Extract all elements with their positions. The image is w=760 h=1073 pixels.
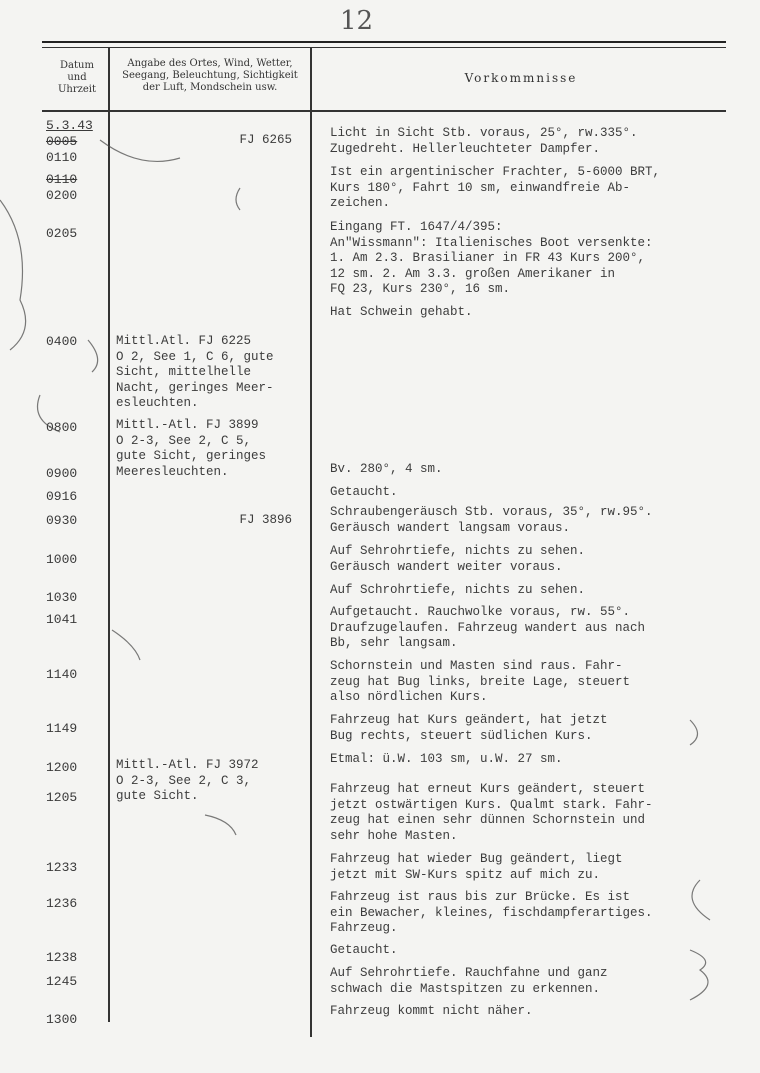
event-entry: Aufgetaucht. Rauchwolke voraus, rw. 55°. Draufzugelaufen. Fahrzeug wandert aus nach Bb, sehr langsam.: [330, 605, 646, 650]
event-entry: Auf Schrohrtiefe, nichts zu sehen.: [330, 583, 586, 597]
time-entry: 0205: [46, 226, 78, 241]
time-entry: 1149: [46, 721, 78, 736]
time-entry: 0916: [46, 489, 78, 504]
location-entry: Mittl.-Atl. FJ 3972 O 2-3, See 2, C 3, gute Sicht.: [116, 758, 259, 803]
event-entry: Hat Schwein gehabt.: [330, 305, 473, 319]
event-entry: Auf Sehrohrtiefe. Rauchfahne und ganz schwach die Mastspitzen zu erkennen.: [330, 966, 608, 996]
event-entry: Getaucht.: [330, 943, 398, 957]
time-entry: 0900: [46, 466, 78, 481]
location-entry: Mittl.Atl. FJ 6225 O 2, See 1, C 6, gute Sicht, mittelhelle Nacht, geringes Meer- esleuchten.: [116, 334, 274, 410]
time-entry: 1000: [46, 552, 78, 567]
header-date-time: Datum und Uhrzeit: [57, 60, 97, 95]
event-entry: Ist ein argentinischer Frachter, 5-6000 BRT, Kurs 180°, Fahrt 10 sm, einwandfreie Ab- zeichen.: [330, 165, 661, 210]
time-entry: 0200: [46, 188, 78, 203]
event-entry: Eingang FT. 1647/4/395: An"Wissmann": Italienisches Boot versenkte: 1. Am 2.3. Brasilianer in FR 43 Kurs 200°, 12 sm. 2. Am 3.3. großen Amerikaner in FQ 23, Kurs 230°, 16 sm.: [330, 220, 653, 296]
event-entry: Fahrzeug kommt nicht näher.: [330, 1004, 533, 1018]
time-entry: 1236: [46, 896, 78, 911]
time-entry: 1238: [46, 950, 78, 965]
header-events: Vorkommnisse: [464, 71, 578, 85]
time-entry: 1200: [46, 760, 78, 775]
event-entry: Fahrzeug hat Kurs geändert, hat jetzt Bug rechts, steuert südlichen Kurs.: [330, 713, 608, 743]
time-entry: 0110: [46, 150, 78, 165]
time-entry: 0930: [46, 513, 78, 528]
time-entry: 1245: [46, 974, 78, 989]
time-entry: 1041: [46, 612, 78, 627]
time-entry: 0110: [46, 172, 78, 187]
event-entry: Fahrzeug hat erneut Kurs geändert, steuert jetzt ostwärtigen Kurs. Qualmt stark. Fahr- zeug hat einen sehr dünnen Schornstein und sehr hohe Masten.: [330, 782, 653, 843]
event-entry: Fahrzeug hat wieder Bug geändert, liegt jetzt mit SW-Kurs spitz auf mich zu.: [330, 852, 623, 882]
time-entry: 5.3.43: [46, 118, 93, 133]
time-entry: 0005: [46, 134, 78, 149]
time-entry: 1233: [46, 860, 78, 875]
location-entry: Mittl.-Atl. FJ 3899 O 2-3, See 2, C 5, gute Sicht, geringes Meeresleuchten.: [116, 418, 267, 479]
event-entry: Schornstein und Masten sind raus. Fahr- zeug hat Bug links, breite Lage, steuert also nördlichen Kurs.: [330, 659, 631, 704]
event-entry: Bv. 280°, 4 sm.: [330, 462, 443, 476]
time-entry: 1205: [46, 790, 78, 805]
event-entry: Auf Sehrohrtiefe, nichts zu sehen. Geräusch wandert weiter voraus.: [330, 544, 586, 574]
location-entry: FJ 3896: [239, 513, 292, 527]
location-entry: FJ 6265: [239, 133, 292, 147]
event-entry: Schraubengeräusch Stb. voraus, 35°, rw.95°. Geräusch wandert langsam voraus.: [330, 505, 653, 535]
time-entry: 0400: [46, 334, 78, 349]
time-entry: 1030: [46, 590, 78, 605]
time-entry: 1140: [46, 667, 78, 682]
event-entry: Licht in Sicht Stb. voraus, 25°, rw.335°. Zugedreht. Hellerleuchteter Dampfer.: [330, 126, 638, 156]
time-entry: 0800: [46, 420, 78, 435]
event-entry: Fahrzeug ist raus bis zur Brücke. Es ist ein Bewacher, kleines, fischdampferartiges. Fahrzeug.: [330, 890, 653, 935]
event-entry: Getaucht.: [330, 485, 398, 499]
page-number: 12: [340, 6, 374, 36]
event-entry: Etmal: ü.W. 103 sm, u.W. 27 sm.: [330, 752, 563, 766]
time-entry: 1300: [46, 1012, 78, 1027]
header-location: Angabe des Ortes, Wind, Wetter, Seegang, Beleuchtung, Sichtigkeit der Luft, Mondschein usw.: [122, 58, 298, 93]
